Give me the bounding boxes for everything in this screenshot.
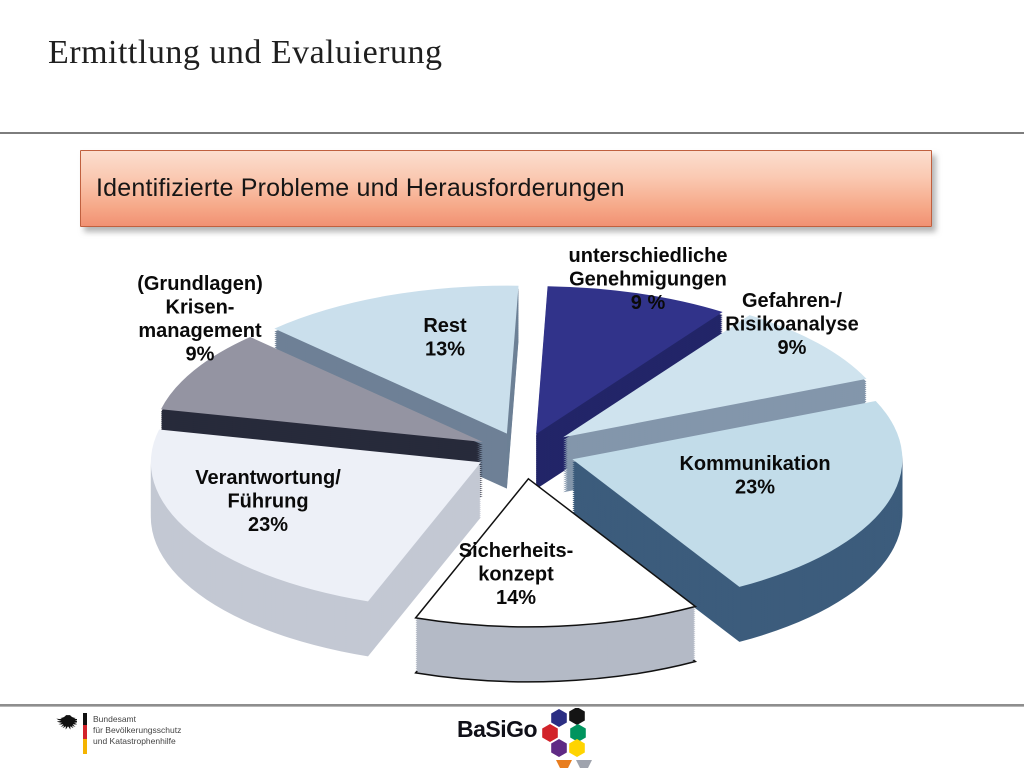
bbk-line-2: für Bevölkerungsschutz	[93, 725, 182, 736]
hexagon-black	[569, 708, 585, 725]
pie-label-rest: Rest 13%	[423, 315, 467, 361]
basigo-hexagons-icon	[534, 708, 598, 770]
hexagon-yellow	[569, 739, 585, 757]
footer-divider	[0, 704, 1024, 707]
bbk-logo	[55, 713, 181, 754]
basigo-logo	[457, 708, 598, 770]
banner-text: Identifizierte Probleme und Herausforderungen	[96, 174, 625, 202]
hexagon-green	[570, 724, 586, 742]
pie-label-kommunikation: Kommunikation 23%	[679, 453, 831, 499]
hexagon-gray	[576, 760, 592, 768]
pie-label-genehmigungen: unterschiedliche Genehmigungen 9 %	[568, 245, 728, 314]
pie-label-sicherheit: Sicherheits-konzept 14%	[458, 540, 574, 609]
pie-label-verantwortung: Verantwortung/ Führung 23%	[195, 467, 341, 536]
hexagon-purple	[551, 739, 567, 757]
hexagon-blue	[551, 709, 567, 727]
federal-eagle-icon	[55, 713, 77, 735]
hexagon-orange	[556, 760, 572, 768]
bbk-line-1: Bundesamt	[93, 714, 136, 724]
basigo-wordmark: BaSiGo	[457, 716, 538, 742]
pie-label-krisen: (Grundlagen) Krisen-management 9%	[137, 273, 263, 366]
slide-title: Ermittlung und Evaluierung	[48, 34, 443, 71]
hexagon-red	[542, 724, 558, 742]
german-flag-stripe-icon	[83, 713, 87, 754]
pie-label-gefahren: Gefahren-/ Risikoanalyse 9%	[725, 290, 859, 359]
bbk-line-3: und Katastrophenhilfe	[93, 736, 176, 747]
bbk-logo-text	[93, 713, 181, 747]
